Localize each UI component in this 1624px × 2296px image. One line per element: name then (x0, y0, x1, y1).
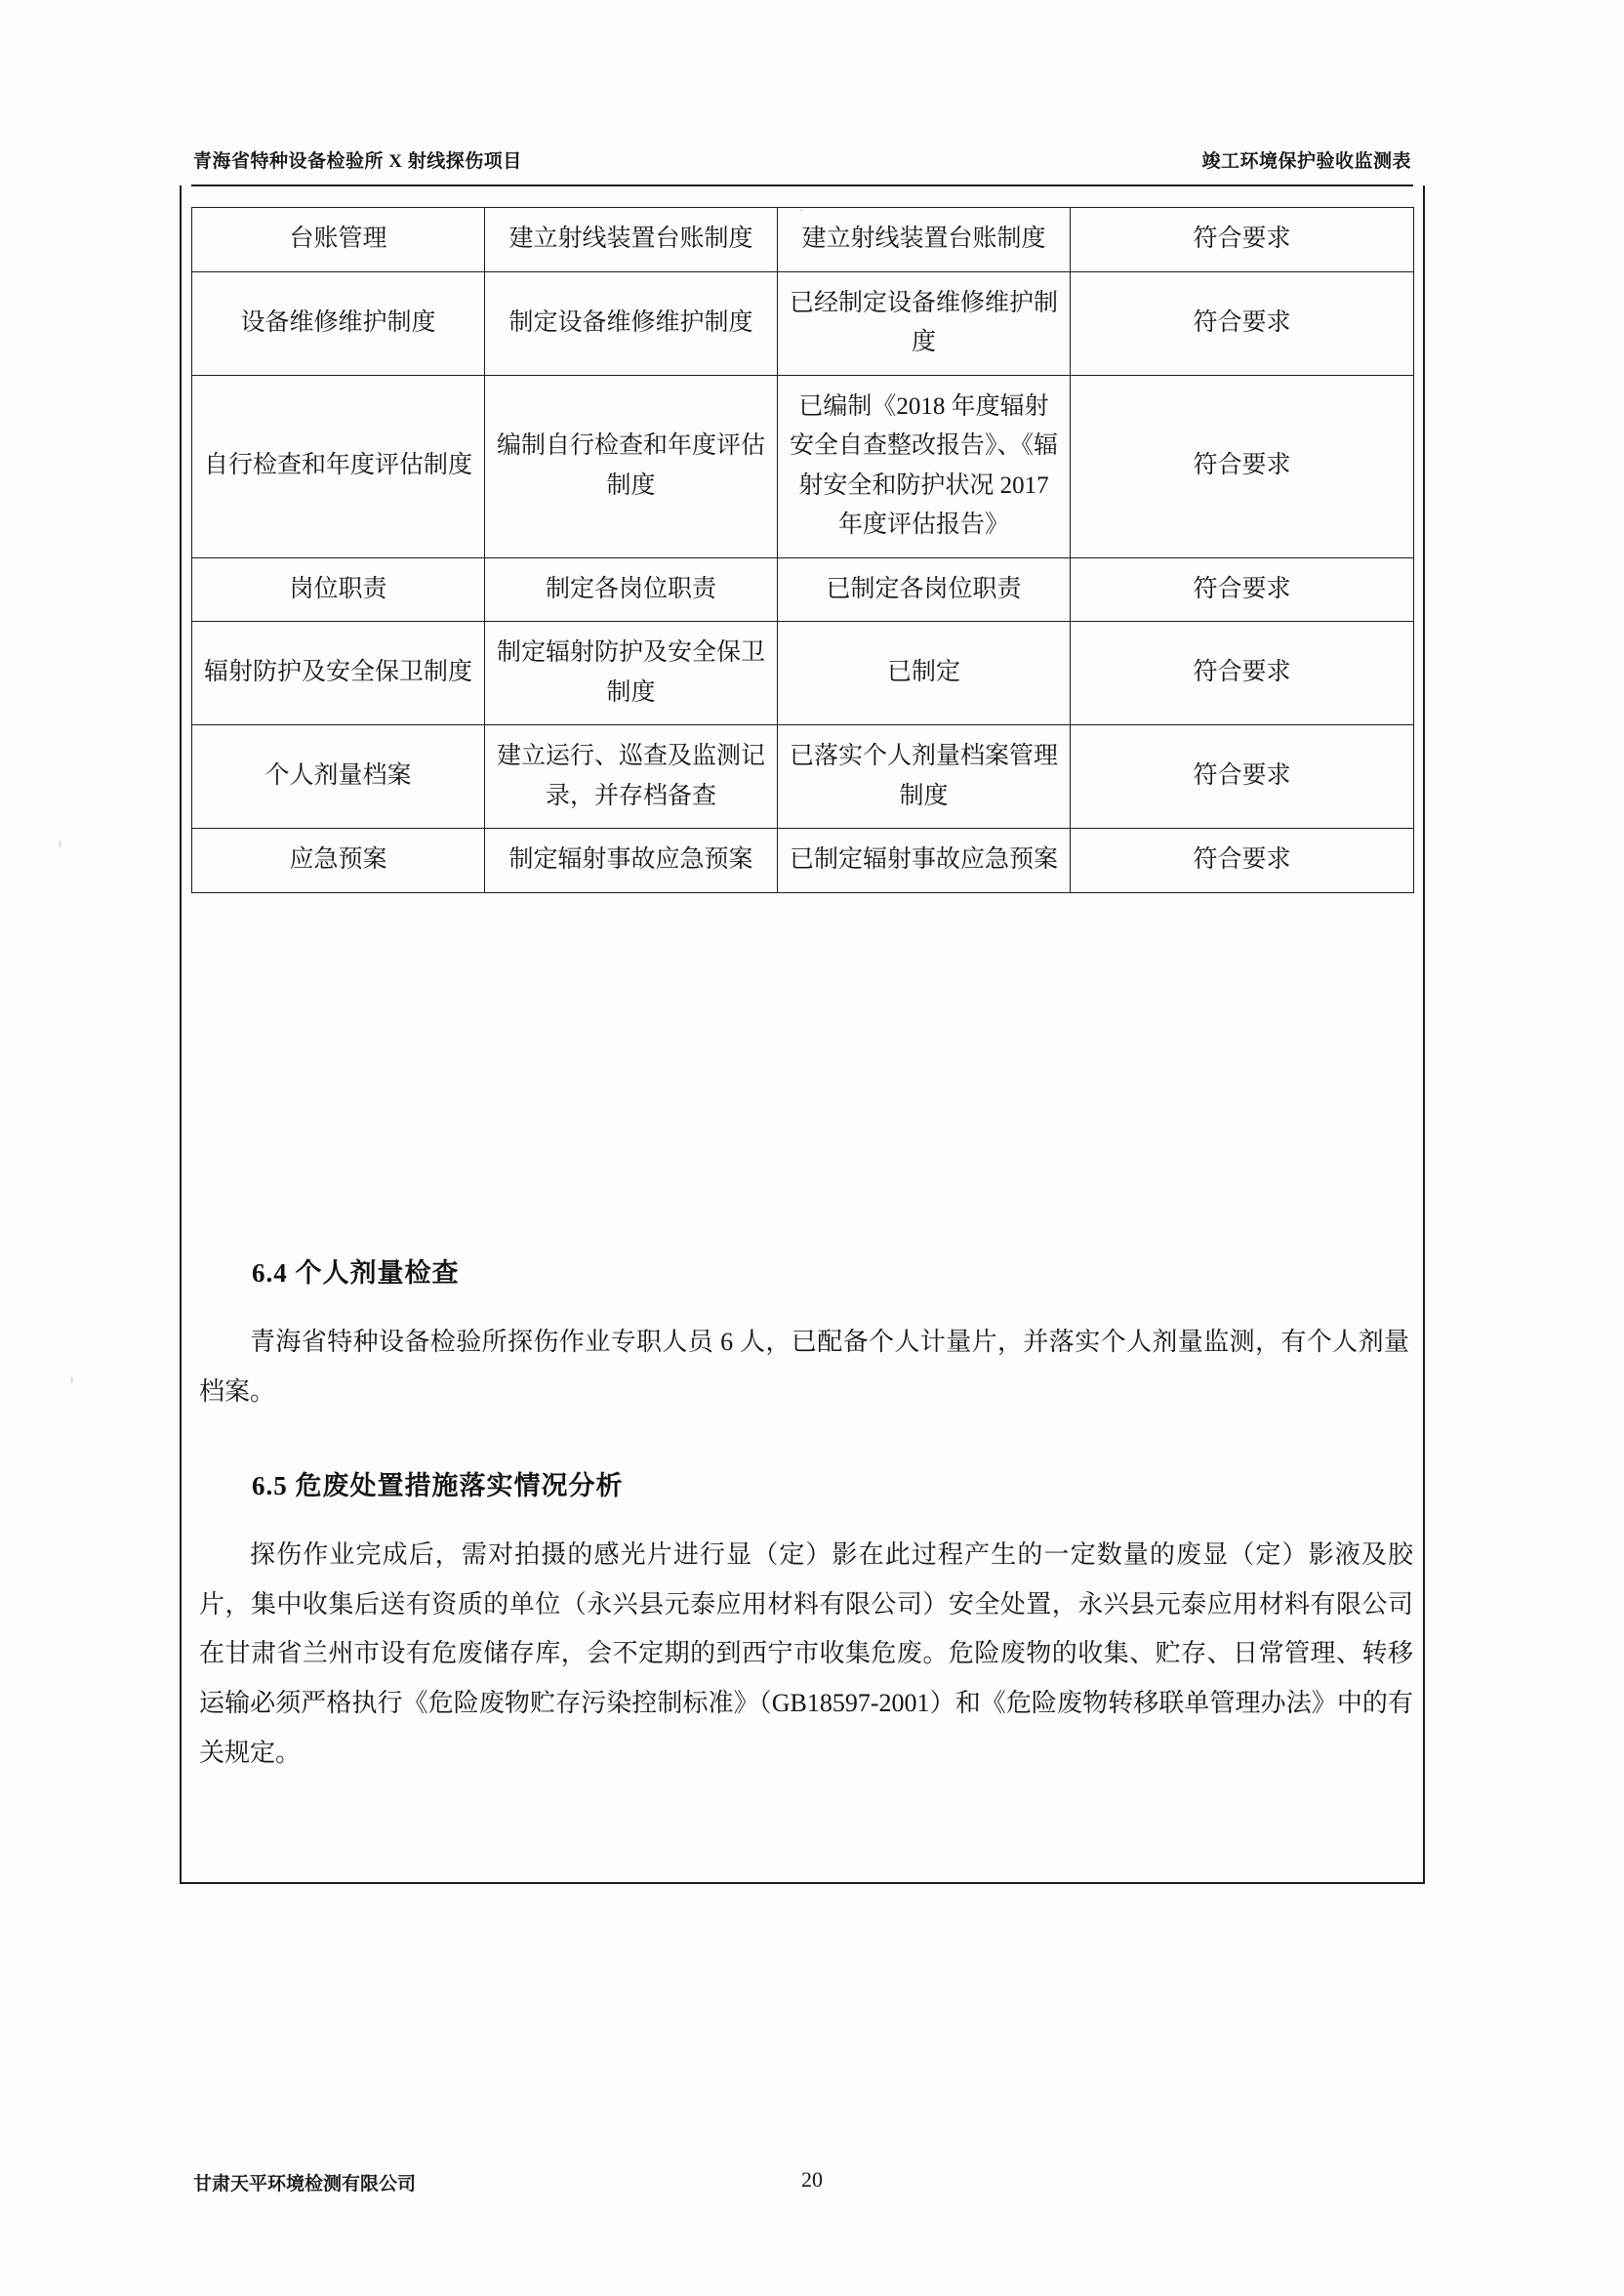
table-cell-requirement: 制定辐射事故应急预案 (485, 829, 778, 893)
table-cell-item: 辐射防护及安全保卫制度 (192, 622, 485, 725)
table-cell-status: 建立射线装置台账制度 (778, 208, 1071, 272)
section-paragraph-6-5: 探伤作业完成后，需对拍摄的感光片进行显（定）影在此过程产生的一定数量的废显（定）影液及胶片，集中收集后送有资质的单位（永兴县元泰应用材料有限公司）安全处置，永兴县元泰应用材料有限公司在甘肃省兰州市设有危废储存库，会不定期的到西宁市收集危废。危险废物的收集、贮存、日常管理、转移运输必须严格执行《危险废物贮存污染控制标准》（GB18597-2001）和《危险废物转移联单管理办法》中的有关规定。 (199, 1540, 1413, 1767)
table-cell-requirement: 建立运行、巡查及监测记录，并存档备查 (485, 725, 778, 829)
footer-company: 甘肃天平环境检测有限公司 (193, 2174, 417, 2194)
header-divider (191, 184, 1413, 186)
table-row (192, 271, 1414, 375)
table-cell-status: 已制定辐射事故应急预案 (778, 829, 1071, 893)
table-cell-status: 已制定各岗位职责 (778, 557, 1071, 622)
table-cell-result: 符合要求 (1071, 622, 1414, 725)
table-cell-item: 设备维修维护制度 (192, 271, 485, 375)
table-cell-requirement: 制定各岗位职责 (485, 557, 778, 622)
scan-speckle (70, 1376, 73, 1383)
section-heading-6-4: 6.4 个人剂量检查 (252, 1258, 460, 1288)
table-cell-status: 已编制《2018 年度辐射安全自查整改报告》、《辐射安全和防护状况 2017 年度评估报告》 (778, 375, 1071, 557)
table-cell-result: 符合要求 (1071, 375, 1414, 557)
scan-speckle (800, 209, 803, 212)
header-left-title: 青海省特种设备检验所 X 射线探伤项目 (193, 151, 522, 172)
table-cell-result: 符合要求 (1071, 829, 1414, 893)
footer-page-number: 20 (801, 2167, 823, 2192)
header-right-title: 竣工环境保护验收监测表 (1201, 151, 1411, 172)
table-row (192, 375, 1414, 557)
table-cell-item: 应急预案 (192, 829, 485, 893)
compliance-table (191, 207, 1414, 893)
table-cell-result: 符合要求 (1071, 271, 1414, 375)
table-row (192, 208, 1414, 272)
table-row (192, 829, 1414, 893)
table-cell-requirement: 制定设备维修维护制度 (485, 271, 778, 375)
scan-speckle (59, 840, 61, 848)
table-cell-status: 已经制定设备维修维护制度 (778, 271, 1071, 375)
content-frame-left-border (180, 185, 182, 1884)
table-cell-item: 个人剂量档案 (192, 725, 485, 829)
table-cell-item: 台账管理 (192, 208, 485, 272)
table-row (192, 622, 1414, 725)
table-cell-status: 已落实个人剂量档案管理制度 (778, 725, 1071, 829)
table-row (192, 557, 1414, 622)
table-cell-status: 已制定 (778, 622, 1071, 725)
table-cell-item: 自行检查和年度评估制度 (192, 375, 485, 557)
content-frame-right-border (1423, 185, 1425, 1884)
page-header (193, 146, 1411, 173)
table-cell-requirement: 建立射线装置台账制度 (485, 208, 778, 272)
section-heading-6-5: 6.5 危废处置措施落实情况分析 (252, 1471, 624, 1500)
section-paragraph-6-4: 青海省特种设备检验所探伤作业专职人员 6 人，已配备个人计量片，并落实个人剂量监测，有个人剂量档案。 (199, 1328, 1409, 1406)
table-cell-requirement: 制定辐射防护及安全保卫制度 (485, 622, 778, 725)
table-row (192, 725, 1414, 829)
table-cell-result: 符合要求 (1071, 725, 1414, 829)
table-cell-requirement: 编制自行检查和年度评估制度 (485, 375, 778, 557)
table-cell-item: 岗位职责 (192, 557, 485, 622)
table-cell-result: 符合要求 (1071, 557, 1414, 622)
table-cell-result: 符合要求 (1071, 208, 1414, 272)
content-frame-bottom-border (180, 1882, 1425, 1884)
